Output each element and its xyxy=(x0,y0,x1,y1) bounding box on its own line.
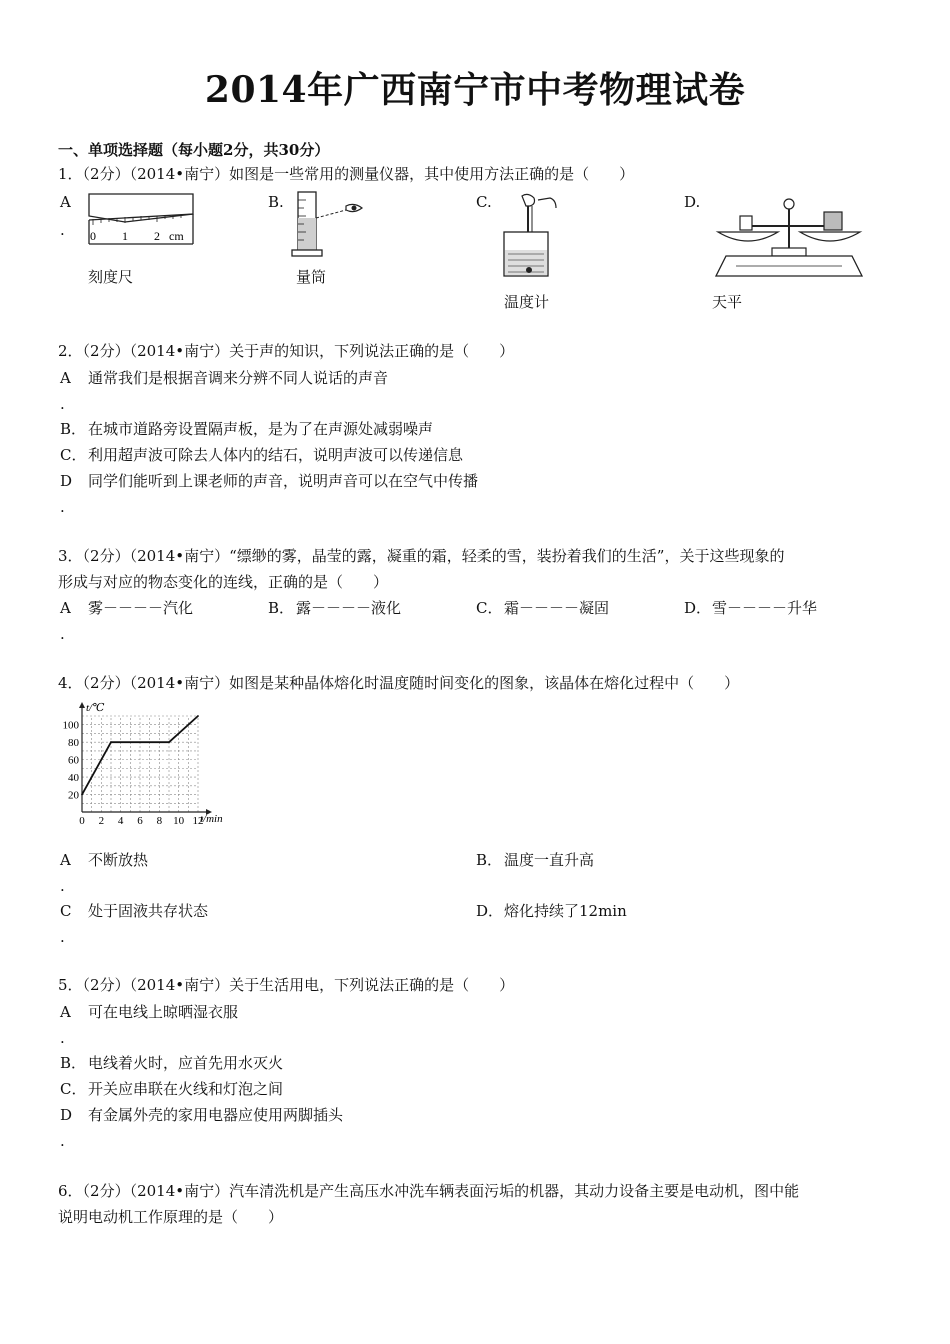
q5-option-b-text: 电线着火时，应首先用水灭火 xyxy=(88,1054,284,1072)
q1-caption-ruler: 刻度尺 xyxy=(88,268,134,286)
chart-y-axis-label: t/℃ xyxy=(86,702,105,714)
q5-option-a-dot: . xyxy=(60,1029,65,1047)
chart-data-point xyxy=(168,741,170,743)
q5-option-d-dot: . xyxy=(60,1132,65,1150)
q1-option-d-letter[interactable]: D. xyxy=(684,193,701,211)
q3-stem-line2: 形成与对应的物态变化的连线，正确的是（ ） xyxy=(58,573,389,591)
q1-caption-cylinder: 量筒 xyxy=(296,268,327,286)
chart-x-tick-label: 8 xyxy=(156,815,163,827)
q2-option-b-letter[interactable]: B． xyxy=(60,420,87,438)
q2-stem: 2．（2分）（2014•南宁）关于声的知识，下列说法正确的是（ ） xyxy=(58,342,515,360)
ruler-label-0: 0 xyxy=(90,229,96,243)
q5-option-a-letter[interactable]: A xyxy=(60,1003,71,1021)
q5-option-c-text: 开关应串联在火线和灯泡之间 xyxy=(88,1080,284,1098)
q4-option-d-letter[interactable]: D． xyxy=(476,902,504,920)
chart-y-arrow-icon xyxy=(79,702,85,708)
page-title: 2014年广西南宁市中考物理试卷 xyxy=(204,69,746,111)
q3-option-a-dot: . xyxy=(60,625,65,643)
q1-option-a-dot: . xyxy=(60,221,65,239)
chart-x-tick-label: 2 xyxy=(98,815,105,827)
section-heading: 一、单项选择题（每小题2分，共30分） xyxy=(58,141,330,159)
q5-stem: 5．（2分）（2014•南宁）关于生活用电，下列说法正确的是（ ） xyxy=(58,976,515,994)
melting-curve-chart xyxy=(58,698,238,842)
chart-data-point xyxy=(81,794,83,796)
ruler-figure xyxy=(85,192,197,250)
q6-stem-line2: 说明电动机工作原理的是（ ） xyxy=(58,1208,284,1226)
chart-y-tick-label: 60 xyxy=(68,754,79,767)
chart-x-tick-label: 12 xyxy=(192,815,204,827)
q3-option-c-letter[interactable]: C． xyxy=(476,599,503,617)
q2-option-d-letter[interactable]: D xyxy=(60,472,73,490)
q5-option-d-letter[interactable]: D xyxy=(60,1106,73,1124)
q3-option-d-letter[interactable]: D． xyxy=(684,599,712,617)
chart-x-tick-label: 10 xyxy=(173,815,185,827)
q1-option-c-letter[interactable]: C. xyxy=(476,193,492,211)
q1-caption-balance: 天平 xyxy=(712,293,743,311)
chart-y-tick-label: 20 xyxy=(68,789,79,802)
chart-x-tick-label: 6 xyxy=(137,815,143,827)
chart-x-axis-label: t/min xyxy=(200,813,223,825)
chart-data-point xyxy=(197,715,199,717)
q3-option-b-text: 露－－－－液化 xyxy=(296,599,402,617)
q2-option-b-text: 在城市道路旁设置隔声板，是为了在声源处减弱噪声 xyxy=(88,420,434,438)
q2-option-a-letter[interactable]: A xyxy=(60,369,71,387)
q2-option-a-text: 通常我们是根据音调来分辨不同人说话的声音 xyxy=(88,369,389,387)
balance-figure xyxy=(712,196,866,282)
q4-option-d-text: 熔化持续了12min xyxy=(504,902,627,920)
q2-option-d-dot: . xyxy=(60,498,65,516)
q4-option-a-letter[interactable]: A xyxy=(60,851,71,869)
chart-y-tick-label: 40 xyxy=(68,772,79,785)
q5-option-d-text: 有金属外壳的家用电器应使用两脚插头 xyxy=(88,1106,344,1124)
q3-option-c-text: 霜－－－－凝固 xyxy=(504,599,610,617)
q4-option-c-letter[interactable]: C xyxy=(60,902,72,920)
q3-option-b-letter[interactable]: B． xyxy=(268,599,295,617)
q4-stem: 4．（2分）（2014•南宁）如图是某种晶体熔化时温度随时间变化的图象，该晶体在熔化过程中（ ） xyxy=(58,674,740,692)
q3-option-a-letter[interactable]: A xyxy=(60,599,71,617)
q1-stem: 1．（2分）（2014•南宁）如图是一些常用的测量仪器，其中使用方法正确的是（ ） xyxy=(58,165,635,183)
q4-option-c-dot: . xyxy=(60,928,65,946)
q3-option-d-text: 雪－－－－升华 xyxy=(712,599,818,617)
q4-option-b-letter[interactable]: B． xyxy=(476,851,503,869)
ruler-label-2: 2 xyxy=(154,229,160,243)
q4-option-a-dot: . xyxy=(60,877,65,895)
graduated-cylinder-figure xyxy=(288,188,368,260)
q5-option-c-letter[interactable]: C． xyxy=(60,1080,87,1098)
q2-option-d-text: 同学们能听到上课老师的声音，说明声音可以在空气中传播 xyxy=(88,472,479,490)
thermometer-figure xyxy=(498,192,568,284)
q4-option-a-text: 不断放热 xyxy=(88,851,149,869)
chart-x-tick-label: 4 xyxy=(117,815,124,827)
q1-option-a-letter[interactable]: A xyxy=(60,193,71,211)
chart-x-tick-label: 0 xyxy=(79,815,85,827)
q6-stem-line1: 6．（2分）（2014•南宁）汽车清洗机是产生高压水冲洗车辆表面污垢的机器，其动力设备主要是电动机，图中能 xyxy=(58,1182,800,1200)
q5-option-b-letter[interactable]: B． xyxy=(60,1054,87,1072)
q4-option-b-text: 温度一直升高 xyxy=(504,851,595,869)
q4-option-c-text: 处于固液共存状态 xyxy=(88,902,209,920)
q2-option-a-dot: . xyxy=(60,395,65,413)
q1-option-b-letter[interactable]: B. xyxy=(268,193,284,211)
ruler-label-unit: cm xyxy=(169,229,184,243)
q1-caption-thermometer: 温度计 xyxy=(504,293,550,311)
q2-option-c-text: 利用超声波可除去人体内的结石，说明声波可以传递信息 xyxy=(88,446,464,464)
ruler-label-1: 1 xyxy=(122,229,128,243)
chart-y-tick-label: 80 xyxy=(68,737,79,750)
q5-option-a-text: 可在电线上晾晒湿衣服 xyxy=(88,1003,239,1021)
q3-stem-line1: 3．（2分）（2014•南宁）“缥缈的雾，晶莹的露，凝重的霜，轻柔的雪，装扮着我们的生活”，关于这些现象的 xyxy=(58,547,785,565)
q2-option-c-letter[interactable]: C． xyxy=(60,446,87,464)
chart-y-tick-label: 100 xyxy=(62,719,79,732)
chart-data-point xyxy=(110,741,112,743)
q3-option-a-text: 雾－－－－汽化 xyxy=(88,599,194,617)
